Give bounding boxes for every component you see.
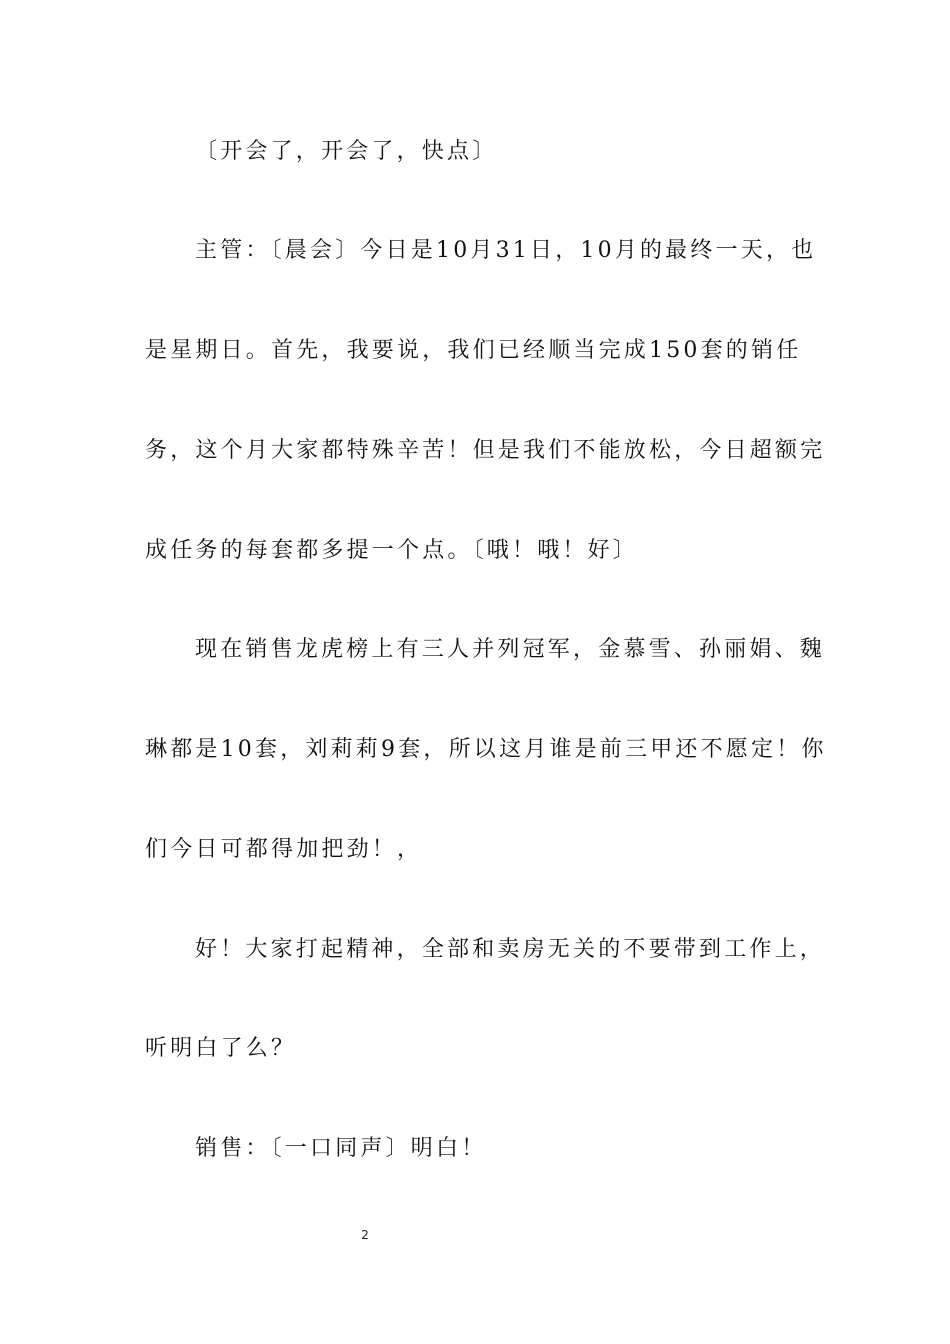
text-line-task-completed: 是星期日。首先，我要说，我们已经顺当完成150套的销任 bbox=[145, 338, 802, 363]
text-line-ranking-detail: 琳都是10套，刘莉莉9套，所以这月谁是前三甲还不愿定！你 bbox=[145, 737, 827, 762]
text-line-question: 听明白了么？ bbox=[145, 1036, 297, 1061]
text-line-sales-reply: 销售：〔一口同声〕明白！ bbox=[195, 1136, 487, 1161]
text-line-hard-work: 务，这个月大家都特殊辛苦！但是我们不能放松，今日超额完 bbox=[145, 438, 826, 463]
text-line-manager-intro: 主管：〔晨会〕今日是10月31日，10月的最终一天，也 bbox=[195, 238, 817, 263]
text-line-bonus: 成任务的每套都多提一个点。〔哦！哦！好〕 bbox=[145, 538, 639, 563]
text-line-sales-ranking: 现在销售龙虎榜上有三人并列冠军，金慕雪、孙丽娟、魏 bbox=[195, 637, 826, 662]
page-number: 2 bbox=[361, 1228, 369, 1242]
text-line-meeting-call: 〔开会了，开会了，快点〕 bbox=[195, 139, 498, 164]
text-line-cheer-up: 好！大家打起精神，全部和卖房无关的不要带到工作上， bbox=[195, 937, 826, 962]
text-line-encouragement: 们今日可都得加把劲！， bbox=[145, 837, 423, 862]
